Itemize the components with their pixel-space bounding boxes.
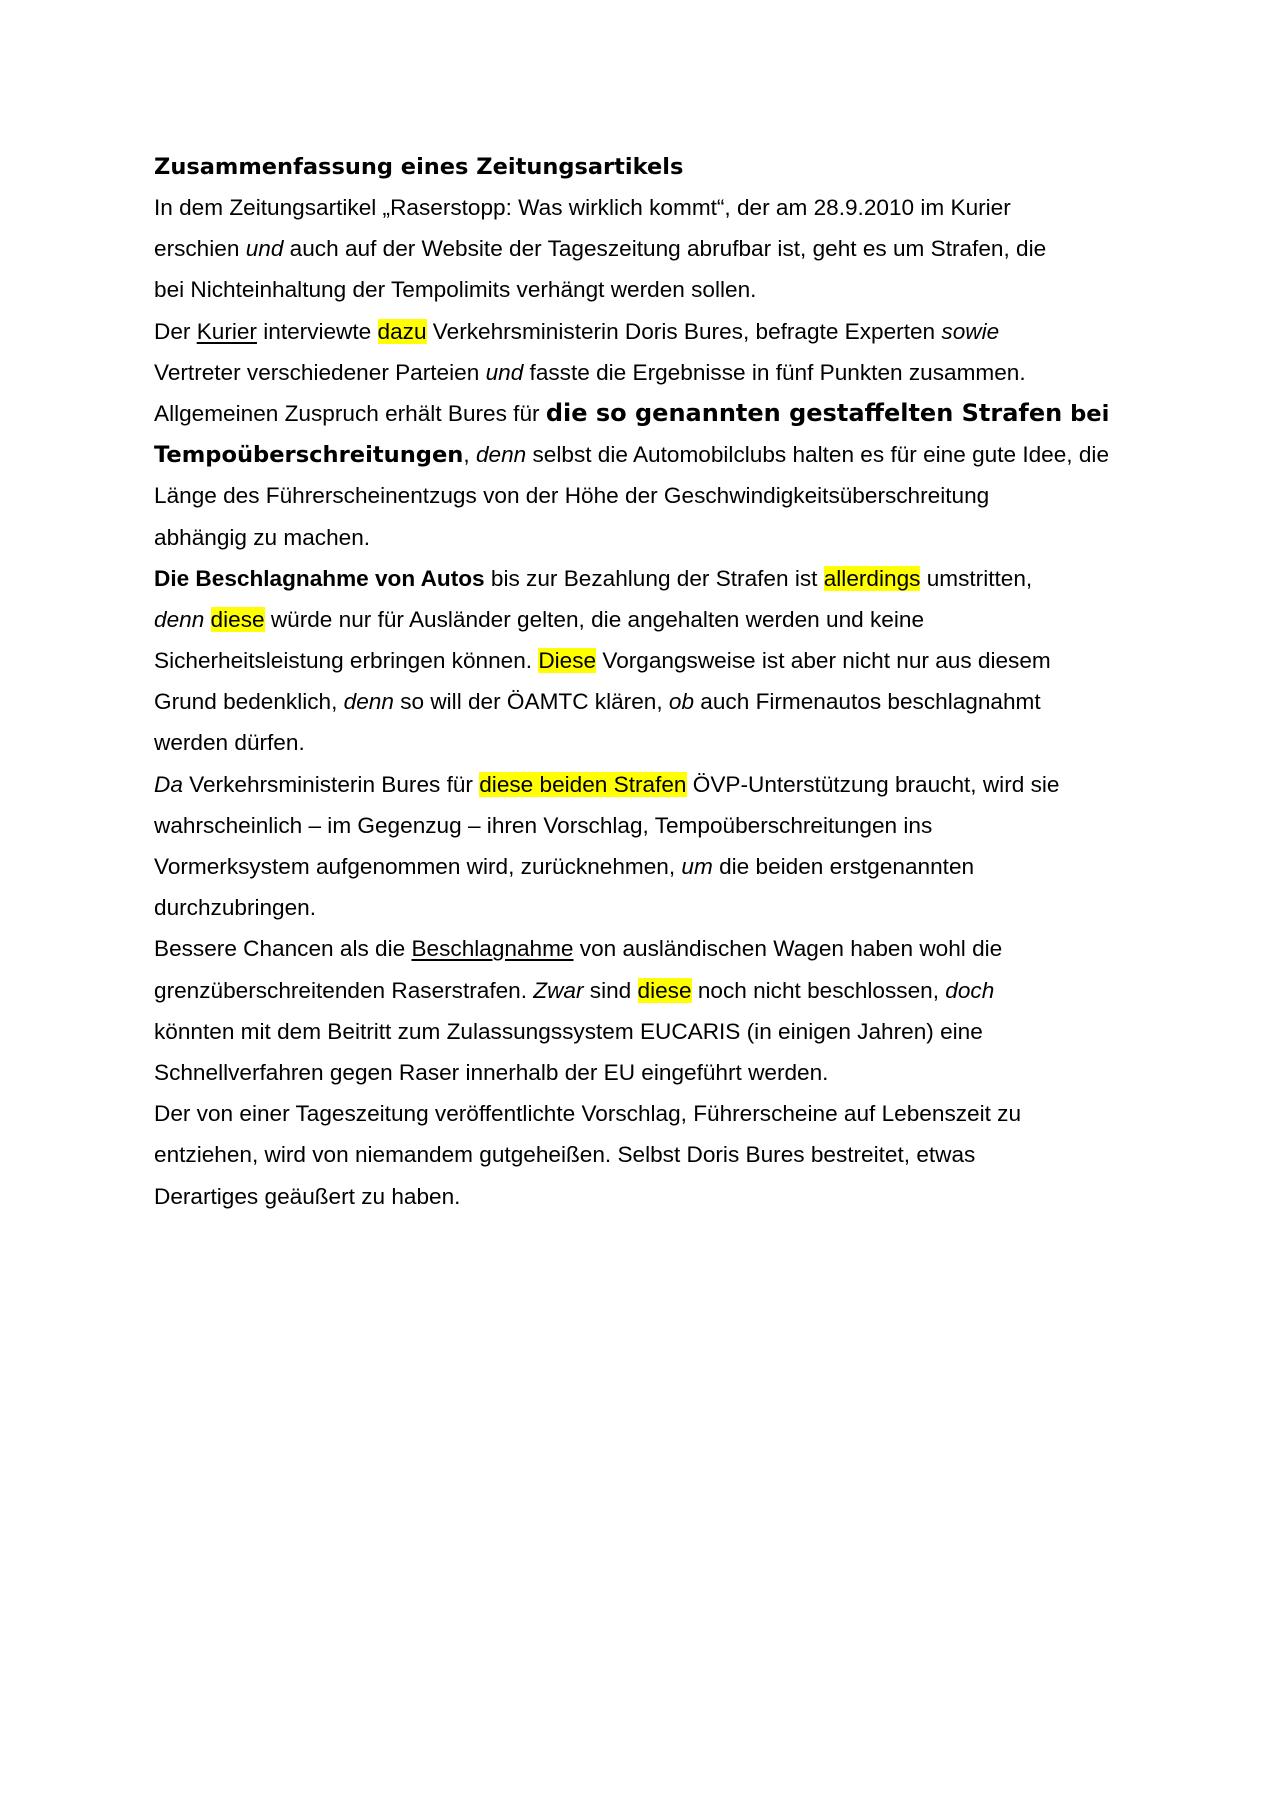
text-run: Vorgangsweise ist aber nicht nur aus diesem [596, 648, 1051, 674]
text-line [154, 434, 1129, 475]
text-run: selbst die Automobilclubs halten es für eine gute Idee, die [526, 442, 1110, 468]
text-run: erschien [154, 236, 246, 262]
italic-word: und [245, 236, 284, 262]
text-line: Länge des Führerscheinentzugs von der Höhe der Geschwindigkeitsüberschreitung [154, 483, 990, 509]
italic-word: ob [668, 689, 695, 715]
text-line: Derartiges geäußert zu haben. [154, 1183, 461, 1209]
underlined-word: Kurier [196, 318, 257, 344]
text-line [154, 681, 1129, 722]
italic-word: denn [343, 689, 394, 715]
italic-word: und [485, 359, 524, 385]
text-line: wahrscheinlich – im Gegenzug – ihren Vorschlag, Tempoüberschreitungen ins [154, 812, 933, 838]
text-run: auch Firmenautos beschlagnahmt [694, 689, 1041, 715]
text-run: würde nur für Ausländer gelten, die angehalten werden und keine [264, 606, 925, 632]
text-line [154, 393, 1129, 434]
text-run: Sicherheitsleistung erbringen können. [154, 648, 539, 674]
text-line [154, 846, 1129, 887]
text-run: Verkehrsministerin Doris Bures, befragte Experten [426, 318, 942, 344]
text-line [154, 764, 1129, 805]
highlighted-word: diese [637, 977, 692, 1003]
text-run: grenzüberschreitenden Raserstrafen. [154, 977, 534, 1003]
italic-word: sowie [941, 318, 1000, 344]
text-line: abhängig zu machen. [154, 524, 371, 550]
text-line [154, 970, 1129, 1011]
text-run: bis zur Bezahlung der Strafen ist [484, 565, 824, 591]
text-line [154, 599, 1129, 640]
italic-word: denn [154, 606, 205, 632]
highlighted-word: dazu [377, 318, 427, 344]
italic-word: doch [945, 977, 995, 1003]
text-run: Der [154, 318, 197, 344]
text-line: bei Nichteinhaltung der Tempolimits verhängt werden sollen. [154, 277, 757, 303]
highlighted-phrase: diese beiden Strafen [479, 771, 687, 797]
italic-word: Da [154, 771, 183, 797]
text-line: entziehen, wird von niemandem gutgeheißen. Selbst Doris Bures bestreitet, etwas [154, 1142, 976, 1168]
underlined-word: Beschlagnahme [411, 936, 574, 962]
paragraph-gestaffelte-strafen [154, 393, 1129, 558]
text-run: so will der ÖAMTC klären, [393, 689, 669, 715]
text-run: interviewte [256, 318, 378, 344]
bold-phrase: die so genannten gestaffelten Strafen [545, 398, 1063, 427]
text-run: noch nicht beschlossen, [691, 977, 946, 1003]
text-run: Verkehrsministerin Bures für [182, 771, 480, 797]
text-line [154, 558, 1129, 599]
text-run: auch auf der Website der Tageszeitung abrufbar ist, geht es um Strafen, die [283, 236, 1047, 262]
document-title: Zusammenfassung eines Zeitungsartikels [154, 154, 684, 180]
italic-word: um [681, 854, 713, 879]
text-run: Vormerksystem aufgenommen wird, zurücknehmen, [154, 854, 682, 879]
text-run [204, 607, 210, 632]
text-line: In dem Zeitungsartikel „Raserstopp: Was wirklich kommt“, der am 28.9.2010 im Kurier [154, 195, 1011, 220]
text-run: Vertreter verschiedener Parteien [154, 359, 486, 385]
text-run: Bessere Chancen als die [154, 936, 412, 962]
highlighted-word: allerdings [823, 565, 921, 591]
text-run: , [463, 442, 476, 468]
text-line [154, 311, 1129, 352]
paragraph-interview [154, 311, 1129, 393]
text-line [154, 640, 1129, 681]
highlighted-word: diese [210, 606, 265, 632]
text-line [154, 928, 1129, 969]
paragraph-lebenszeit [154, 1093, 1129, 1217]
text-run: ÖVP-Unterstützung braucht, wird sie [686, 771, 1060, 797]
text-run: sind [583, 977, 638, 1003]
text-line [154, 352, 1129, 393]
paragraph-eucaris [154, 928, 1129, 1093]
document-body [154, 151, 1129, 1217]
text-line [154, 228, 1129, 269]
text-line: Der von einer Tageszeitung veröffentlichte Vorschlag, Führerscheine auf Lebenszeit zu [154, 1101, 1022, 1127]
italic-word: Zwar [533, 977, 584, 1003]
text-line: könnten mit dem Beitritt zum Zulassungssystem EUCARIS (in einigen Jahren) eine [154, 1018, 983, 1044]
bold-phrase: Tempoüberschreitungen [154, 442, 464, 469]
paragraph-oevp [154, 764, 1129, 929]
bold-phrase: Die Beschlagnahme von Autos [154, 565, 485, 591]
text-run: Allgemeinen Zuspruch erhält Bures für [154, 400, 546, 426]
italic-word: denn [475, 442, 527, 468]
text-line: werden dürfen. [154, 730, 305, 756]
text-run: von ausländischen Wagen haben wohl die [573, 936, 1003, 962]
text-run: umstritten, [920, 565, 1033, 591]
text-line: Schnellverfahren gegen Raser innerhalb der EU eingeführt werden. [154, 1059, 829, 1085]
text-line: durchzubringen. [154, 895, 317, 921]
paragraph-beschlagnahme [154, 558, 1129, 764]
text-run: fasste die Ergebnisse in fünf Punkten zusammen. [523, 359, 1026, 385]
text-run: die beiden erstgenannten [712, 854, 975, 879]
text-run: Grund bedenklich, [154, 689, 344, 715]
paragraph-intro [154, 187, 1129, 311]
highlighted-word: Diese [538, 648, 597, 674]
bold-phrase: bei [1062, 400, 1110, 427]
